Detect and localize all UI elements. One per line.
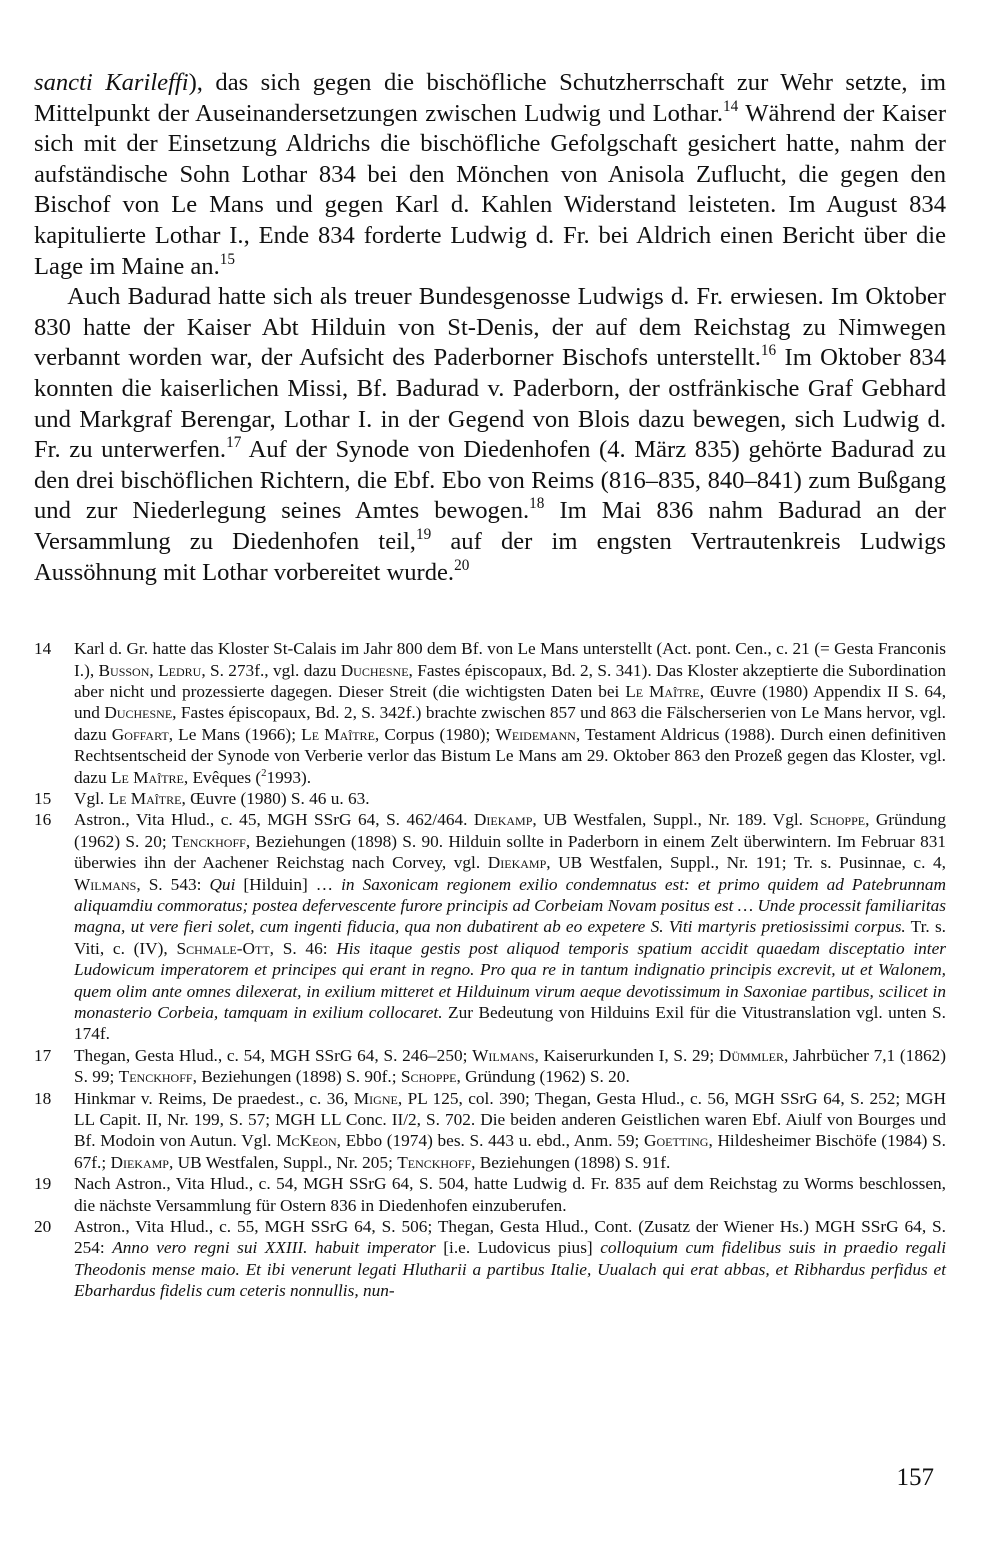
author-name: McKeon [276,1131,337,1151]
author-name: Wilmans [74,874,137,894]
footnote-number: 20 [34,1217,52,1237]
text-run: , UB Westfalen, Suppl., Nr. 189. Vgl. [532,810,810,830]
author-name: Ledru [158,660,202,680]
author-name: Migne [353,1088,398,1108]
paragraph-2 [34,282,946,588]
italic-text: sancti Karileffi [34,69,189,96]
text-run: , Le Mans (1966); [168,724,302,744]
text-run: Zur Bedeutung von Hilduins Exil für die Vitustranslation vgl. unten S. 174f. [74,1003,946,1044]
footnote-number: 19 [34,1174,52,1194]
text-run: Tr. s. Viti, c. (IV), [74,917,947,958]
text-run: Auf der Synode von Diedenhofen (4. März 835) gehörte Badurad zu den drei bischöflichen Richtern, die Ebf. Ebo von Reims (816–835, 840–841) zum Bußgang und zur Niederlegung seines Amtes bewogen. [34,436,946,525]
footnote-18 [34,1088,946,1174]
footnote-text [74,1046,946,1086]
author-name: Diekamp [110,1152,169,1172]
text-run: , UB Westfalen, Suppl., Nr. 205; [168,1152,398,1172]
text-run: , Jahrbücher 7,1 (1862) S. 99; [74,1045,946,1087]
author-name: Schoppe [809,810,866,830]
footnote-20 [34,1216,946,1302]
footnote-14 [34,638,946,788]
text-run: , UB Westfalen, Suppl., Nr. 191; Tr. s. Pusinnae, c. 4, [546,853,946,873]
text-run: Astron., Vita Hlud., c. 45, MGH SSrG 64, S. 462/464. [74,810,474,830]
text-run: , Kaiserurkunden I, S. 29; [534,1045,719,1065]
author-name: Dümmler [718,1045,785,1065]
footnote-number: 15 [34,788,52,808]
text-run: auf der im engsten Vertrautenkreis Ludwigs Aussöhnung mit Lothar vorbereitet wurde. [34,527,946,586]
text-run: [i.e. Ludovicus pius] [435,1238,601,1258]
text-run: , Gründung (1962) S. 20; [74,810,946,851]
author-name: Duchesne [340,660,409,680]
author-name: Diekamp [487,853,547,873]
footnote-ref: 15 [219,250,236,268]
text-run: Astron., Vita Hlud., c. 55, MGH SSrG 64, S. 506; Thegan, Gesta Hlud., Cont. (Zusatz der Wiener Hs.) MGH SSrG 64, S. 254: [74,1217,946,1258]
author-name: Le Maître [625,681,700,701]
text-run: Nach Astron., Vita Hlud., c. 54, MGH SSrG 64, S. 504, hatte Ludwig d. Fr. 835 auf dem Reichstag zu Worms beschlossen, die nächste Versammlung für Ostern 836 in Diedenhofen einzuberufen. [74,1174,946,1215]
author-name: Le Maître [110,767,184,787]
text-run: , Beziehungen (1898) S. 91f. [471,1152,671,1172]
footnote-ref: 16 [760,342,777,360]
italic-text: Anno vero regni sui XXIII. habuit imperator [112,1238,436,1258]
italic-text: Qui [209,874,236,894]
author-name: Diekamp [473,810,533,830]
footnote-text [74,639,946,786]
text-run: , PL 125, col. 390; Thegan, Gesta Hlud., c. 56, MGH SSrG 64, S. 252; MGH LL Capit. II, Nr. 199, S. 57; MGH LL Conc. II/2, S. 702. Die beiden anderen Geistlichen waren Ebf. Aiulf von Bourges und Bf. Modoin von Autun. Vgl. [74,1088,946,1151]
footnote-text [74,1174,946,1214]
text-run: Karl d. Gr. hatte das Kloster St-Calais im Jahr 800 dem Bf. von Le Mans unterstellt (Act. pont. Cen., c. 21 (= Gesta Franconis I.), [74,639,946,680]
author-name: Duchesne [104,703,173,723]
italic-text: His itaque gestis post aliquod temporis spatium accidit quaedam disceptatio inter Ludowicum imperatorem et principes qui erant in regno. Pro qua re in tantum indignatio principis excrevit, ut et Walonem, quem olim ante omnes dilexerat, in exilium mitteret et Hilduinum virum aeque devotissimum in Saxoniae partibus, scilicet in monasterio Corbeia, tamquam in exilium collocaret. [74,938,947,1022]
author-name: Busson [98,660,150,680]
author-name: Goffart [111,724,169,744]
text-run: , S. 273f., vgl. dazu [201,660,341,680]
body-text [34,68,946,588]
text-run: , Gründung (1962) S. 20. [456,1067,630,1087]
page [34,68,946,1302]
text-run: [Hilduin] … [235,874,342,894]
author-name: Schmale-Ott [176,938,270,958]
italic-text: colloquium cum fidelibus suis in praedio regali Theodonis mense maio. Et ibi venerunt legati Hlutharii a partibus Italie, Uualach qui erat abbas, et Ribhardus perfidus et Ebarhardus fidelis cum ceteris nonnullis, nun- [74,1238,946,1301]
text-run: , Fastes épiscopaux, Bd. 2, S. 341). Das Kloster akzeptierte die Subordination aber nicht und prozessierte dagegen. Dieser Streit (die wichtigsten Daten bei [74,660,947,701]
footnote-text [74,810,946,1043]
footnote-number: 18 [34,1088,52,1108]
footnote-ref: 14 [723,97,739,115]
author-name: Wilmans [472,1045,535,1065]
footnote-ref: 20 [454,556,470,574]
text-run: Auch Badurad hatte sich als treuer Bundesgenosse Ludwigs d. Fr. erwiesen. Im Oktober 830 hatte der Kaiser Abt Hilduin von St-Denis, der auf dem Reichstag zu Nimwegen verbannt worden war, der Aufsicht des Paderborner Bischofs unterstellt. [34,283,946,372]
text-run: , Testament Aldricus (1988). Durch einen definitiven Rechtsentscheid der Synode von Verberie verlor das Bistum Le Mans am 29. Oktober 863 den Prozeß gegen das Kloster, vgl. dazu [74,724,946,787]
author-name: Weidemann [495,724,576,744]
text-run: Im Mai 836 nahm Badurad an der Versammlung zu Diedenhofen teil, [34,497,947,555]
author-name: Tenckhoff [118,1067,193,1087]
author-name: Le Maître [301,724,375,744]
text-run: , Ebbo (1974) bes. S. 443 u. ebd., Anm. 59; [336,1131,644,1151]
footnote-17 [34,1045,946,1088]
footnote-ref: 18 [529,495,545,513]
author-name: Le Maître [108,788,182,808]
footnote-text [74,789,370,808]
text-run: Im Oktober 834 konnten die kaiserlichen Missi, Bf. Badurad v. Paderborn, der ostfränkische Graf Gebhard und Markgraf Berengar, Lothar I. in der Gegend von Blois dazu bewegen, sich Ludwig d. Fr. zu unterwerfen. [34,344,946,464]
italic-text: in Saxonicam regionem exilio condemnatus est: et primo quidem ad Patebrunnam aliquamdiu commoratus; postea defervescente furore principis ad Corbeiam Novam positus est … Unde processit familiaritas magna, ut vere fieri solet, cum ingenti fiducia, qua non dubatirent ab eo expetere S. Viti martyris pretiosissimi corpus. [74,874,947,937]
footnote-16 [34,809,946,1044]
author-name: Tenckhoff [397,1152,472,1172]
text-run: 1993). [266,767,312,787]
paragraph-1 [34,68,946,282]
text-run: , Beziehungen (1898) S. 90. Hilduin sollte in Paderborn in einem Zelt überwintern. Im Februar 831 überwies ihn der Aachener Reichstag nach Corvey, vgl. [74,831,947,873]
footnote-ref: 2 [261,766,267,779]
text-run: , Hildesheimer Bischöfe (1984) S. 67f.; [74,1131,946,1172]
footnote-ref: 19 [415,526,432,543]
author-name: Schoppe [400,1067,457,1087]
text-run: Thegan, Gesta Hlud., c. 54, MGH SSrG 64, S. 246–250; [74,1045,473,1065]
text-run: ), das sich gegen die bischöfliche Schutzherrschaft zur Wehr setzte, im Mittelpunkt der Auseinandersetzungen zwischen Ludwig und Lothar. [34,69,946,127]
footnote-15 [34,788,946,809]
footnote-19 [34,1173,946,1216]
footnote-text [74,1089,946,1172]
footnote-number: 17 [34,1045,52,1065]
footnote-ref: 17 [226,434,242,452]
text-run: Während der Kaiser sich mit der Einsetzung Aldrichs die bischöfliche Gefolgschaft gesichert hatte, nahm der aufständische Sohn Lothar 834 bei den Mönchen von Anisola Zuflucht, die gegen den Bischof von Le Mans und gegen Karl d. Kahlen Widerstand leisteten. Im August 834 kapitulierte Lothar I., Ende 834 forderte Ludwig d. Fr. bei Aldrich einen Bericht über die Lage im Maine an. [34,99,947,280]
footnote-text [74,1217,946,1300]
author-name: Tenckhoff [171,831,246,851]
text-run: , Corpus (1980); [374,724,496,744]
text-run: , Œuvre (1980) S. 46 u. 63. [181,788,370,808]
text-run: , [149,660,159,680]
text-run: , Evêques ( [183,767,262,787]
text-run: Vgl. [74,788,109,808]
footnote-number: 14 [34,639,52,659]
text-run: , Fastes épiscopaux, Bd. 2, S. 342f.) brachte zwischen 857 und 863 die Fälscherserien von Le Mans hervor, vgl. dazu [74,703,946,744]
page-number: 157 [896,1464,934,1491]
text-run: , S. 543: [136,874,210,894]
footnote-number: 16 [34,810,52,830]
text-run: , Beziehungen (1898) S. 90f.; [192,1067,401,1087]
text-run: , S. 46: [269,938,337,958]
text-run: , Œuvre (1980) Appendix II S. 64, und [74,681,947,723]
author-name: Goetting [643,1131,709,1151]
text-run: Hinkmar v. Reims, De praedest., c. 36, [74,1088,354,1108]
footnotes [34,638,946,1302]
